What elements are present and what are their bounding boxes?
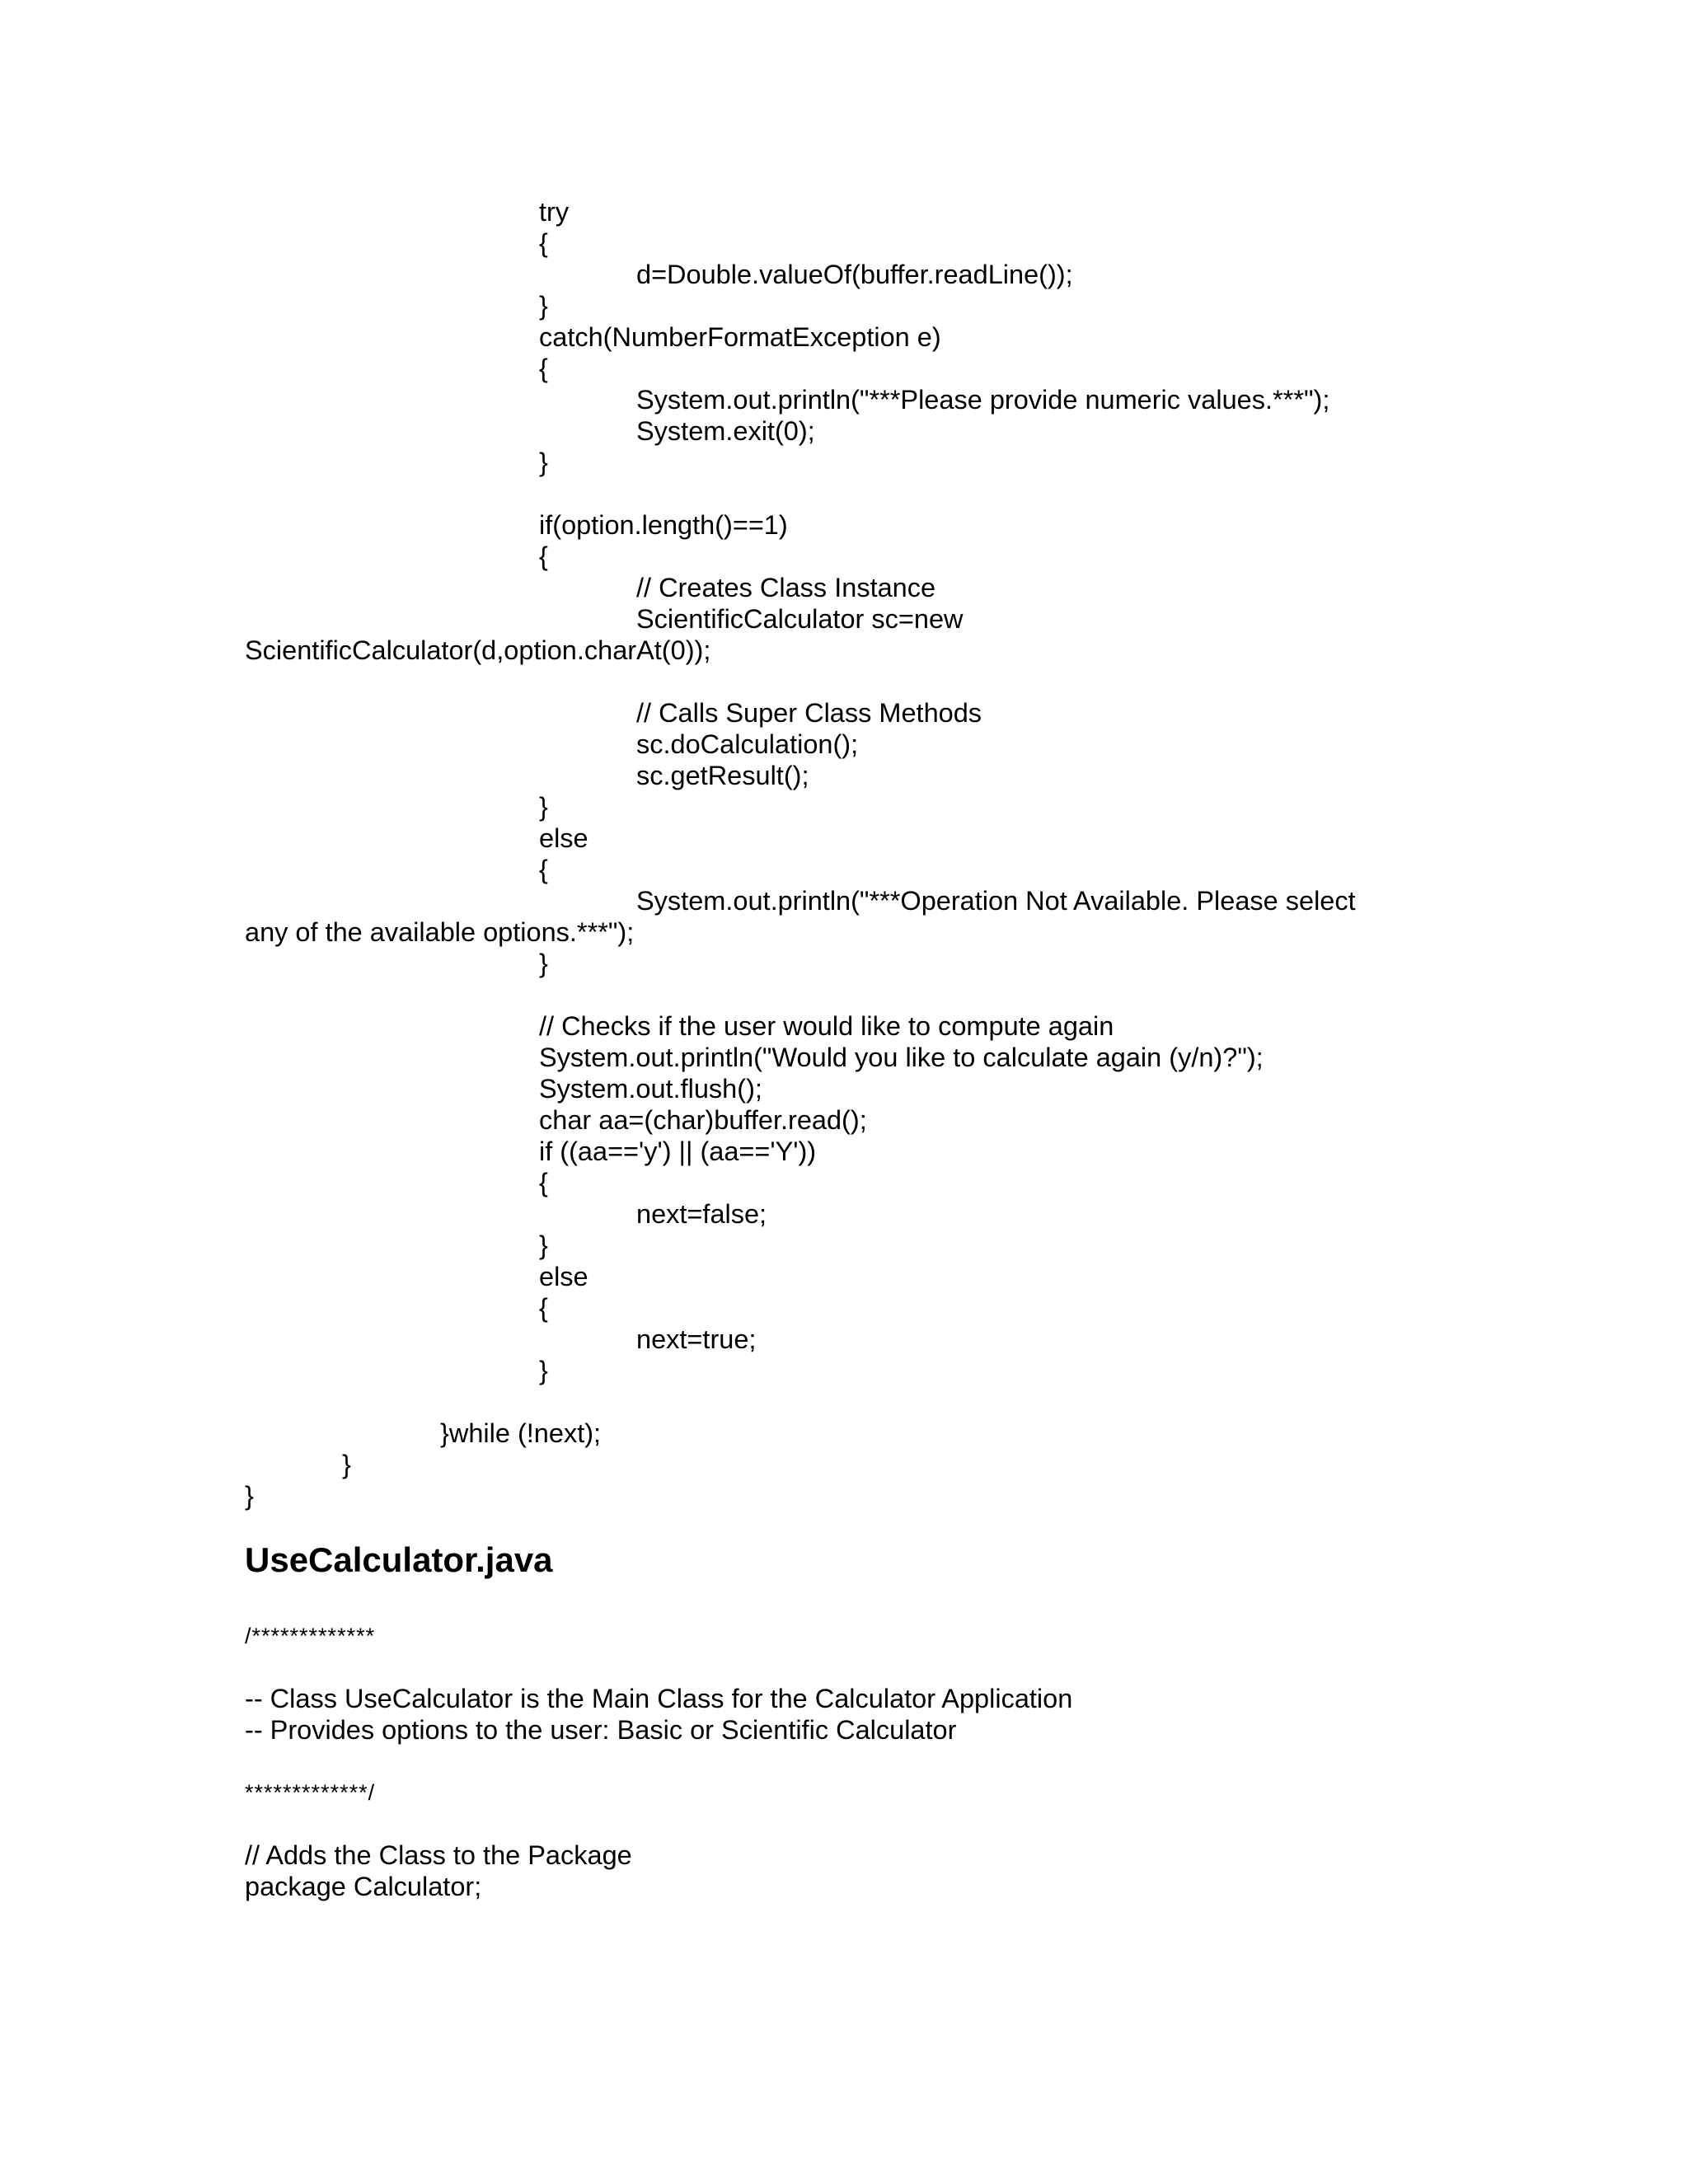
code-line: // Checks if the user would like to compute again (539, 1011, 1114, 1041)
code-line: } (539, 291, 548, 321)
code-line: // Adds the Class to the Package (245, 1840, 632, 1870)
code-line: char aa=(char)buffer.read(); (539, 1105, 867, 1135)
section-heading: UseCalculator.java (245, 1540, 553, 1579)
code-line: ScientificCalculator(d,option.charAt(0)); (245, 635, 711, 665)
code-line: catch(NumberFormatException e) (539, 322, 941, 352)
code-line: { (539, 855, 548, 884)
code-line: sc.doCalculation(); (636, 729, 859, 759)
code-line: next=false; (636, 1199, 767, 1229)
comment-close: *************/ (245, 1780, 376, 1805)
code-line: System.out.println("***Operation Not Available. Please select (636, 886, 1356, 916)
code-line: { (539, 541, 548, 571)
code-line: } (539, 792, 548, 822)
code-line: ScientificCalculator sc=new (636, 604, 964, 634)
code-line: System.out.flush(); (539, 1074, 762, 1104)
code-line: { (539, 228, 548, 258)
code-line: } (539, 1230, 548, 1260)
code-line: d=Double.valueOf(buffer.readLine()); (636, 260, 1073, 289)
code-line: }while (!next); (440, 1418, 602, 1448)
code-line: sc.getResult(); (636, 761, 809, 790)
code-line: System.out.println("Would you like to calculate again (y/n)?"); (539, 1043, 1264, 1072)
code-line: } (245, 1481, 254, 1511)
code-line: { (539, 1293, 548, 1323)
code-line: // Calls Super Class Methods (636, 698, 982, 728)
code-line: next=true; (636, 1324, 757, 1354)
code-line: if ((aa=='y') || (aa=='Y')) (539, 1137, 817, 1166)
code-line: try (539, 197, 570, 227)
code-line: } (539, 448, 548, 477)
code-line: { (539, 1168, 548, 1197)
code-line: any of the available options.***"); (245, 917, 635, 947)
code-line: } (539, 1356, 548, 1385)
code-line: System.exit(0); (636, 416, 815, 446)
code-line: package Calculator; (245, 1872, 482, 1901)
code-line: } (342, 1450, 351, 1479)
code-line: } (539, 949, 548, 978)
comment-line: -- Provides options to the user: Basic or Scientific Calculator (245, 1715, 957, 1745)
code-line: { (539, 354, 548, 383)
code-line: System.out.println("***Please provide numeric values.***"); (636, 385, 1330, 415)
comment-open: /************* (245, 1624, 376, 1648)
code-line: if(option.length()==1) (539, 510, 788, 540)
comment-line: -- Class UseCalculator is the Main Class for the Calculator Application (245, 1684, 1073, 1713)
code-line: else (539, 823, 588, 853)
code-line: // Creates Class Instance (636, 573, 936, 602)
code-line: else (539, 1262, 588, 1291)
